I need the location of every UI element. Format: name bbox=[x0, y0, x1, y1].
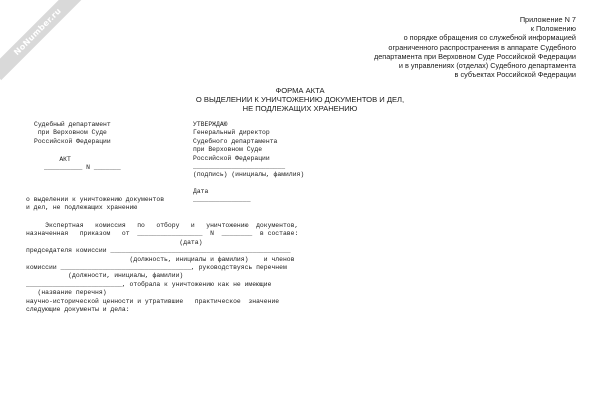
body-line: (название перечня) bbox=[26, 289, 107, 297]
title-line: О ВЫДЕЛЕНИИ К УНИЧТОЖЕНИЮ ДОКУМЕНТОВ И ДЕЛ, bbox=[195, 95, 405, 105]
approve-line: при Верховном Суде bbox=[193, 146, 263, 154]
appendix-line: к Положению bbox=[530, 24, 576, 34]
title-line: НЕ ПОДЛЕЖАЩИХ ХРАНЕНИЮ bbox=[242, 104, 358, 114]
org-line: при Верховном Суде bbox=[34, 129, 107, 137]
appendix-line: и в управлениях (отделах) Судебного департамента bbox=[398, 61, 576, 71]
approve-line: Генеральный директор bbox=[193, 129, 270, 137]
date-line: _______________ bbox=[193, 196, 251, 204]
appendix-line: Приложение N 7 bbox=[519, 15, 576, 24]
title-line: ФОРМА АКТА bbox=[275, 86, 325, 95]
approve-line: ________________________ bbox=[193, 163, 286, 171]
org-line: Судебный департамент bbox=[34, 121, 111, 128]
date-line: Дата bbox=[193, 188, 209, 195]
organization-block bbox=[34, 121, 111, 146]
subject-block bbox=[26, 196, 164, 213]
body-line: _________________________, отобрала к уничтожению как не имеющие bbox=[26, 280, 272, 288]
body-line: (должности, инициалы, фамилии) bbox=[26, 272, 184, 280]
appendix-line: ограниченного распространения в аппарате Судебного bbox=[388, 42, 576, 52]
body-line: следующие документы и дела: bbox=[26, 306, 130, 314]
body-line: (должность, инициалы и фамилия) и членов bbox=[26, 255, 295, 263]
body-line: Экспертная комиссия по отбору и уничтожению документов, bbox=[26, 222, 299, 229]
subject-line: о выделении к уничтожению документов bbox=[26, 196, 165, 203]
act-line: __________ N _______ bbox=[44, 164, 121, 172]
approve-line: УТВЕРЖДАЮ bbox=[193, 121, 228, 128]
body-text bbox=[26, 222, 298, 314]
watermark-ribbon: NoNumber.ru bbox=[0, 0, 86, 80]
approval-block bbox=[193, 121, 304, 180]
appendix-line: в субъектах Российской Федерации bbox=[454, 70, 576, 80]
date-block bbox=[193, 188, 251, 205]
approve-line: Российской Федерации bbox=[193, 154, 270, 162]
body-line: председателя комиссии _______________________________________________ bbox=[26, 247, 291, 255]
org-line: Российской Федерации bbox=[34, 137, 111, 145]
body-line: комиссии __________________________________, руководствуясь перечнем bbox=[26, 264, 287, 272]
body-line: назначенная приказом от _________________ N ________ в составе: bbox=[26, 230, 299, 238]
act-line: АКТ bbox=[44, 156, 71, 163]
body-line: (дата) bbox=[26, 238, 203, 246]
body-line: научно-исторической ценности и утратившие практическое значение bbox=[26, 297, 280, 305]
appendix-header bbox=[276, 15, 576, 79]
act-number-block bbox=[44, 156, 121, 173]
document-title bbox=[170, 86, 430, 114]
appendix-line: о порядке обращения со служебной информацией bbox=[403, 33, 576, 43]
approve-line: Судебного департамента bbox=[193, 137, 278, 145]
approve-line: (подпись) (инициалы, фамилия) bbox=[193, 171, 305, 179]
subject-line: и дел, не подлежащих хранению bbox=[26, 204, 138, 212]
appendix-line: департамента при Верховном Суде Российской Федерации bbox=[373, 51, 576, 61]
